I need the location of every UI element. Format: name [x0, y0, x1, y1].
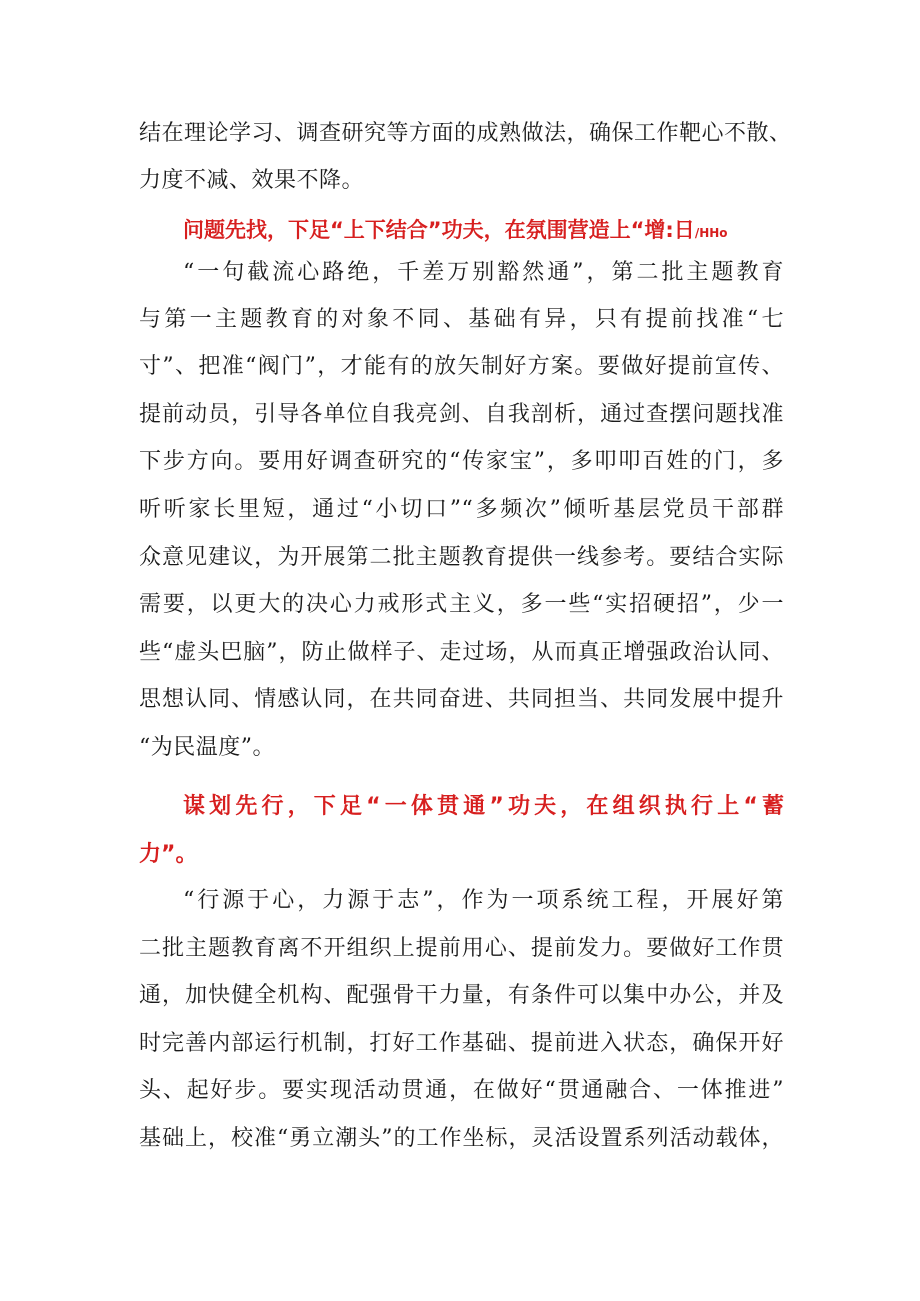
paragraph-1-line-4: 提前动员，引导各单位自我亮剑、自我剖析，通过查摆问题找准: [139, 402, 784, 427]
section-heading-1: [183, 215, 728, 248]
paragraph-1-line-7: 众意见建议，为开展第二批主题教育提供一线参考。要结合实际: [139, 545, 784, 570]
intro-line-1: 结在理论学习、调查研究等方面的成熟做法，确保工作靶心不散、: [139, 121, 792, 146]
section-heading-2-line-2: 力”。: [139, 842, 198, 867]
paragraph-1-line-5: 下步方向。要用好调查研究的“传家宝”，多叩叩百姓的门，多: [139, 449, 784, 474]
paragraph-1-line-10: 思想认同、情感认同，在共同奋进、共同担当、共同发展中提升: [139, 687, 784, 712]
paragraph-1-line-2: 与第一主题教育的对象不同、基础有异，只有提前找准“七: [139, 307, 784, 332]
section-heading-1-text: 问题先找，下足“上下结合”功夫，在氛围营造上“增:日: [183, 218, 695, 242]
intro-line-2: 力度不减、效果不降。: [139, 168, 365, 193]
paragraph-1-line-8: 需要，以更大的决心力戒形式主义，多一些“实招硬招”，少一: [139, 592, 784, 617]
paragraph-1-line-3: 寸”、把准“阀门”，才能有的放矢制好方案。要做好提前宣传、: [139, 354, 784, 379]
section-heading-2-line-1: 谋划先行，下足“一体贯通”功夫，在组织执行上“蓄: [183, 794, 784, 819]
paragraph-1-line-9: 些“虚头巴脑”，防止做样子、走过场，从而真正增强政治认同、: [139, 640, 784, 665]
paragraph-2-line-5: 头、起好步。要实现活动贯通，在做好“贯通融合、一体推进”: [139, 1078, 784, 1103]
paragraph-1-line-1: “一句截流心路绝，千差万别豁然通”，第二批主题教育: [183, 260, 784, 285]
paragraph-1-line-11: “为民温度”。: [139, 735, 275, 760]
paragraph-2-line-3: 通，加快健全机构、配强骨干力量，有条件可以集中办公，并及: [139, 983, 784, 1008]
paragraph-2-line-2: 二批主题教育离不开组织上提前用心、提前发力。要做好工作贯: [139, 936, 784, 961]
paragraph-1-line-6: 听听家长里短，通过“小切口”“多频次”倾听基层党员干部群: [139, 497, 784, 522]
paragraph-2-line-6: 基础上，校准“勇立潮头”的工作坐标，灵活设置系列活动载体，: [139, 1126, 784, 1151]
section-heading-1-tail: /HHo: [694, 226, 728, 240]
paragraph-2-line-1: “行源于心，力源于志”，作为一项系统工程，开展好第: [183, 888, 784, 913]
paragraph-2-line-4: 时完善内部运行机制，打好工作基础、提前进入状态，确保开好: [139, 1031, 784, 1056]
